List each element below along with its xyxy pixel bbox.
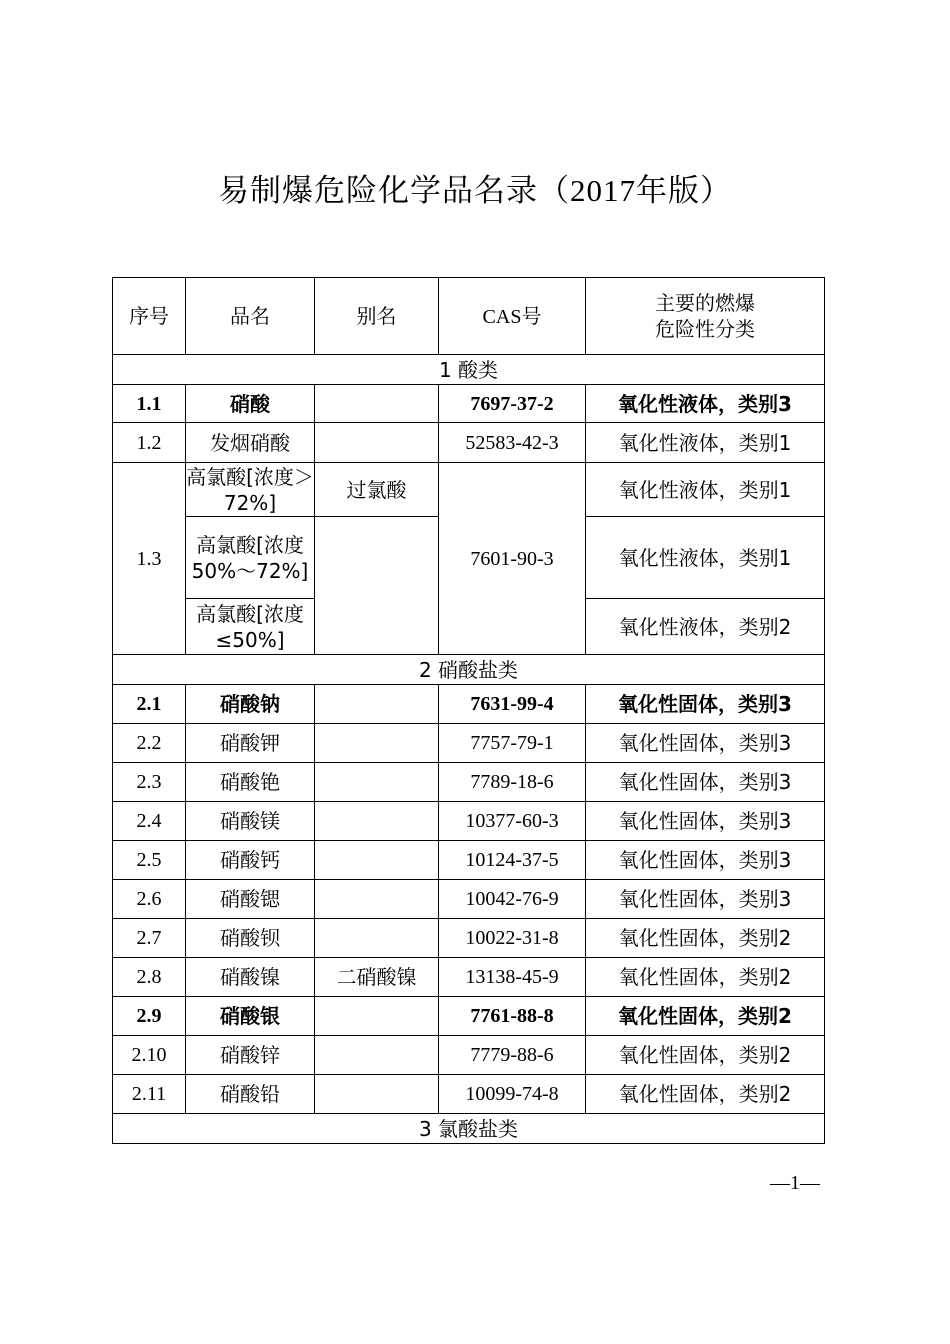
row-hazard: 氧化性固体，类别2 [586,997,825,1036]
table-row [113,685,825,724]
row-hazard: 氧化性固体，类别2 [586,1036,825,1075]
page-title [0,168,950,214]
row-hazard: 氧化性固体，类别3 [586,685,825,724]
section-row-nitrates [113,655,825,685]
row-name: 硝酸锶 [186,880,315,919]
row-hazard: 氧化性固体，类别2 [586,1075,825,1114]
row-name: 发烟硝酸 [186,423,315,463]
table-row [113,997,825,1036]
row-alias [315,724,439,763]
row-hazard: 氧化性固体，类别3 [586,724,825,763]
title-prefix: 易制爆危险化学品名录（ [218,173,570,209]
row-alias [315,423,439,463]
row-cas: 7779-88-6 [439,1036,586,1075]
row-cas: 10099-74-8 [439,1075,586,1114]
row-alias: 过氯酸 [315,463,439,517]
row-seq: 2.10 [113,1036,186,1075]
row-seq: 2.4 [113,802,186,841]
row-hazard: 氧化性液体，类别2 [586,599,825,655]
section-row-chlorates [113,1114,825,1144]
row-alias [315,685,439,724]
row-hazard: 氧化性固体，类别3 [586,802,825,841]
table-header-row [113,278,825,355]
header-hazard-line2: 危险性分类 [655,317,755,341]
row-hazard: 氧化性液体，类别1 [586,517,825,599]
row-name: 高氯酸[浓度＞72%] [186,464,314,515]
row-hazard: 氧化性固体，类别2 [586,919,825,958]
row-cas: 10377-60-3 [439,802,586,841]
table-row [113,958,825,997]
row-name: 硝酸钠 [186,685,315,724]
row-hazard: 氧化性固体，类别2 [586,958,825,997]
row-name: 硝酸钾 [186,724,315,763]
section-label: 2 硝酸盐类 [113,655,825,685]
row-hazard: 氧化性液体，类别1 [586,423,825,463]
row-alias [315,517,439,655]
row-cas: 52583-42-3 [439,423,586,463]
row-name: 硝酸铅 [186,1075,315,1114]
row-name: 硝酸钙 [186,841,315,880]
row-hazard: 氧化性固体，类别3 [586,841,825,880]
table-row [113,802,825,841]
row-cas: 10042-76-9 [439,880,586,919]
section-label: 1 酸类 [113,355,825,385]
row-seq: 2.9 [113,997,186,1036]
row-alias [315,802,439,841]
row-name: 高氯酸[浓度50%～72%] [186,517,315,599]
table-row [113,763,825,802]
row-name: 硝酸镁 [186,802,315,841]
row-hazard: 氧化性液体，类别3 [586,385,825,423]
row-hazard: 氧化性固体，类别3 [586,880,825,919]
row-alias [315,841,439,880]
chemical-list-table [112,277,825,1144]
row-hazard: 氧化性液体，类别1 [586,463,825,517]
header-seq: 序号 [113,278,186,355]
row-seq: 1.2 [113,423,186,463]
row-cas: 7697-37-2 [439,385,586,423]
row-cas: 7757-79-1 [439,724,586,763]
row-seq: 2.11 [113,1075,186,1114]
row-seq: 2.6 [113,880,186,919]
row-alias [315,919,439,958]
row-name: 硝酸钡 [186,919,315,958]
row-hazard: 氧化性固体，类别3 [586,763,825,802]
row-seq: 2.3 [113,763,186,802]
row-seq: 2.2 [113,724,186,763]
row-cas: 10022-31-8 [439,919,586,958]
row-name: 硝酸镍 [186,958,315,997]
row-cas: 7761-88-8 [439,997,586,1036]
page-number: —1— [770,1172,820,1194]
row-cas: 7789-18-6 [439,763,586,802]
title-year: 2017 [570,173,636,208]
row-alias: 二硝酸镍 [315,958,439,997]
table-row [113,423,825,463]
row-cas: 7601-90-3 [439,463,586,655]
row-name: 硝酸银 [186,997,315,1036]
row-cas: 7631-99-4 [439,685,586,724]
row-alias [315,1075,439,1114]
header-cas-text: CAS号 [482,305,542,328]
header-hazard-line1: 主要的燃爆 [655,291,755,315]
row-alias [315,763,439,802]
row-cas: 10124-37-5 [439,841,586,880]
row-alias [315,385,439,423]
table-row [113,919,825,958]
row-alias [315,880,439,919]
row-cas: 13138-45-9 [439,958,586,997]
row-seq: 1.3 [113,463,186,655]
row-name: 硝酸 [186,385,315,423]
table-row [113,841,825,880]
table-row [113,724,825,763]
row-alias [315,997,439,1036]
row-seq: 2.7 [113,919,186,958]
table-row [113,1036,825,1075]
table-row [113,463,825,517]
table-row [113,880,825,919]
row-seq: 1.1 [113,385,186,423]
row-seq: 2.8 [113,958,186,997]
row-name: 硝酸锌 [186,1036,315,1075]
header-alias: 别名 [315,278,439,355]
row-name: 高氯酸[浓度≤50%] [186,599,315,655]
section-row-acids [113,355,825,385]
row-seq: 2.5 [113,841,186,880]
title-suffix: 年版） [636,173,732,209]
header-cas [439,278,586,355]
header-hazard [586,278,825,355]
row-name: 硝酸铯 [186,763,315,802]
row-seq: 2.1 [113,685,186,724]
section-label: 3 氯酸盐类 [113,1114,825,1144]
row-alias [315,1036,439,1075]
table-row [113,1075,825,1114]
table-row [113,385,825,423]
header-name: 品名 [186,278,315,355]
